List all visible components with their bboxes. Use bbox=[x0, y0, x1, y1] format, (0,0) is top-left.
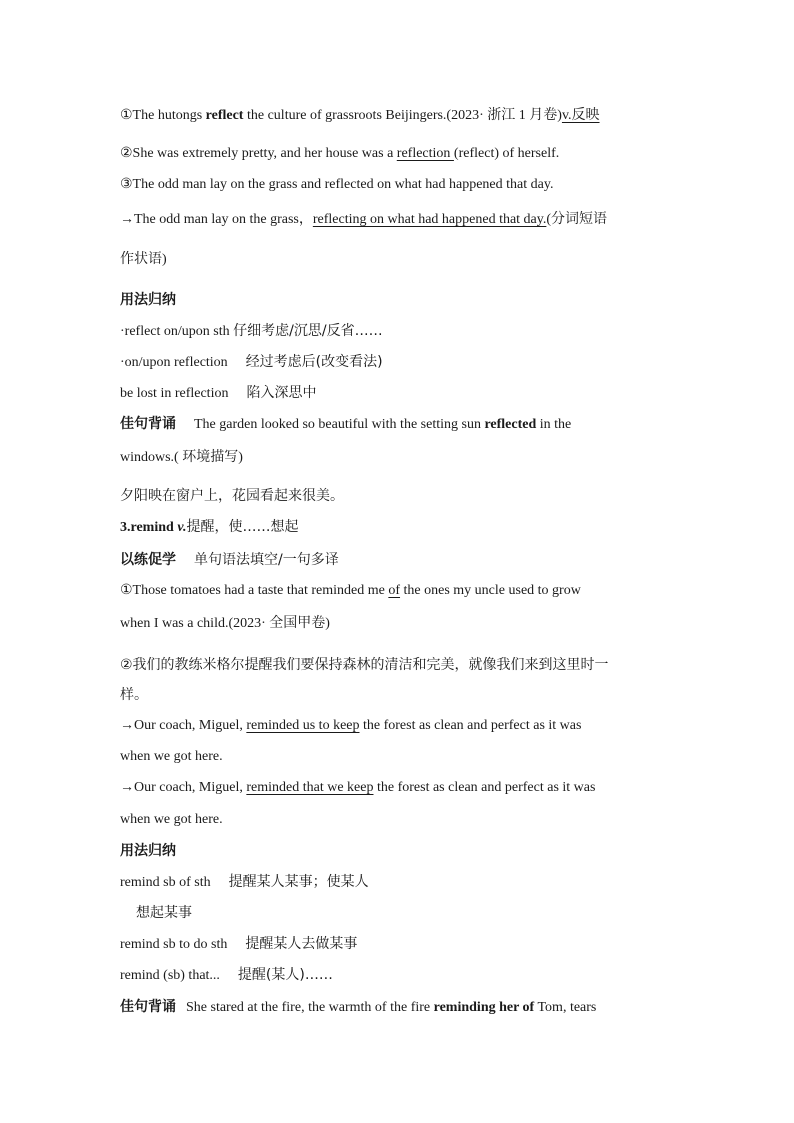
good-sentence-1-cont: windows.( 环境描写) bbox=[120, 450, 243, 465]
section-3-title: 3.remind v.提醒，使……想起 bbox=[120, 519, 299, 535]
remind-usage-1: remind sb of sth 提醒某人某事；使某人 bbox=[120, 874, 369, 890]
practice-2-answer-2-cont: when we got here. bbox=[120, 812, 223, 827]
usage-heading-2: 用法归纳 bbox=[120, 843, 176, 859]
good-sentence-1-translation: 夕阳映在窗户上，花园看起来很美。 bbox=[120, 488, 344, 504]
practice-heading: 以练促学 单句语法填空/一句多译 bbox=[120, 552, 339, 568]
practice-2-answer-1: →Our coach, Miguel, reminded us to keep the forest as clean and perfect as it was bbox=[120, 718, 582, 733]
practice-2-cont: 样。 bbox=[120, 687, 148, 703]
example-3-rewrite: →The odd man lay on the grass，reflecting on what had happened that day.(分词短语 bbox=[120, 212, 608, 227]
example-3-rewrite-cont: 作状语) bbox=[120, 252, 167, 267]
practice-1-cont: when I was a child.(2023· 全国甲卷) bbox=[120, 616, 330, 631]
usage-heading-1: 用法归纳 bbox=[120, 292, 176, 308]
good-sentence-1: 佳句背诵 The garden looked so beautiful with the setting sun reflected in the bbox=[120, 416, 572, 432]
usage-item-1: ·reflect on/upon sth 仔细考虑/沉思/反省…… bbox=[120, 323, 383, 339]
remind-usage-2: remind sb to do sth 提醒某人去做某事 bbox=[120, 936, 358, 952]
remind-usage-3: remind (sb) that... 提醒(某人)…… bbox=[120, 967, 333, 983]
usage-item-2: ·on/upon reflection 经过考虑后(改变看法) bbox=[120, 354, 383, 370]
example-1: ①The hutongs reflect the culture of grassroots Beijingers.(2023· 浙江 1 月卷)v.反映 bbox=[120, 108, 600, 123]
good-sentence-2: 佳句背诵 She stared at the fire, the warmth of the fire reminding her of Tom, tears bbox=[120, 999, 597, 1015]
practice-2: ②我们的教练米格尔提醒我们要保持森林的清洁和完美，就像我们来到这里时一 bbox=[120, 657, 609, 673]
practice-2-answer-2: →Our coach, Miguel, reminded that we keep the forest as clean and perfect as it was bbox=[120, 780, 596, 795]
practice-2-answer-1-cont: when we got here. bbox=[120, 749, 223, 764]
example-2: ②She was extremely pretty, and her house was a reflection (reflect) of herself. bbox=[120, 146, 560, 161]
remind-usage-1-cont: 想起某事 bbox=[136, 905, 192, 921]
usage-item-3: be lost in reflection 陷入深思中 bbox=[120, 385, 317, 401]
example-3: ③The odd man lay on the grass and reflected on what had happened that day. bbox=[120, 177, 554, 192]
practice-1: ①Those tomatoes had a taste that reminded me of the ones my uncle used to grow bbox=[120, 583, 581, 598]
